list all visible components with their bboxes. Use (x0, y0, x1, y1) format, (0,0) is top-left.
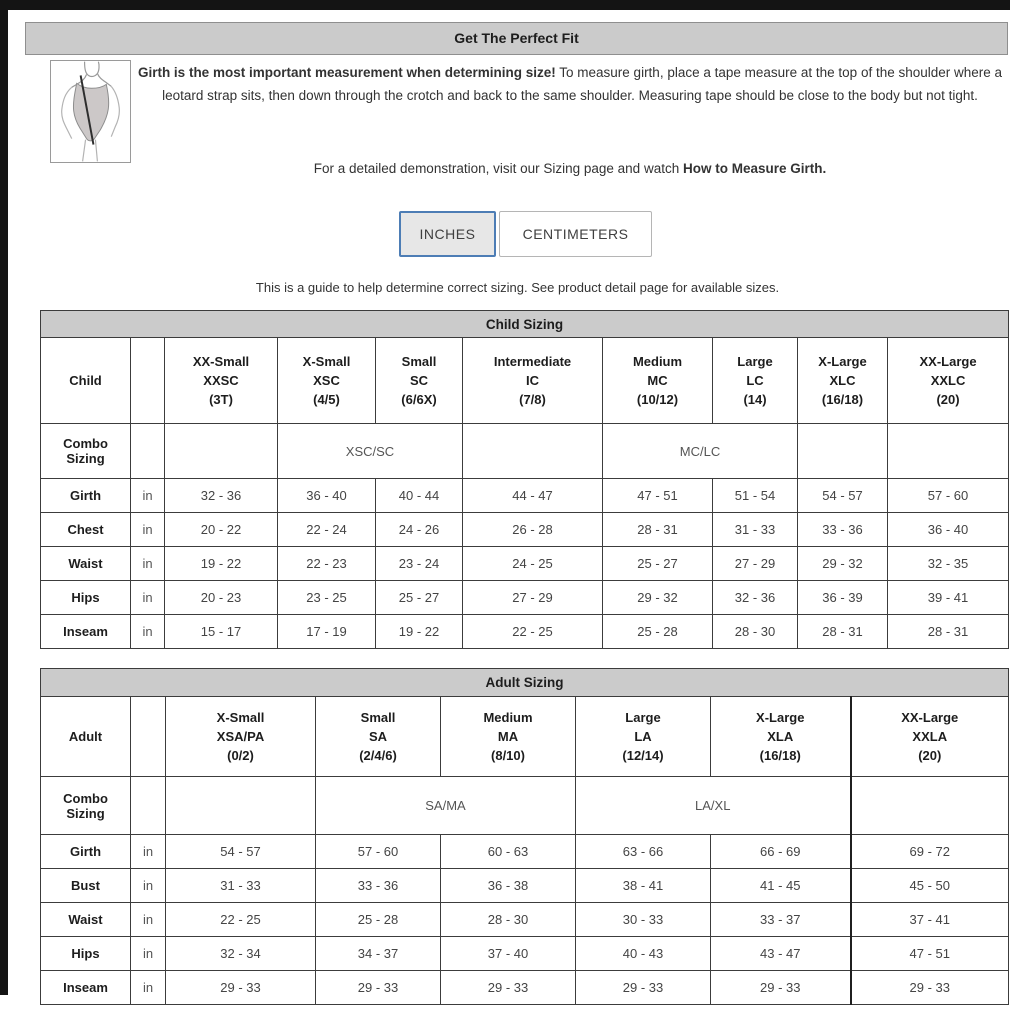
measure-unit-cell: in (131, 937, 166, 971)
size-header-code: XSC (313, 373, 340, 388)
measure-value-cell: 43 - 47 (711, 937, 851, 971)
measure-unit-cell: in (131, 513, 165, 547)
measure-row-label: Inseam (41, 971, 131, 1005)
measure-value-cell: 32 - 36 (713, 581, 798, 615)
size-header-code: IC (526, 373, 539, 388)
size-header-sizes: (20) (936, 392, 960, 407)
demo-prefix: For a detailed demonstration, visit our Sizing page and watch (313, 161, 683, 176)
measure-row-label: Waist (41, 547, 131, 581)
size-column-header (713, 338, 798, 424)
measure-value-cell: 24 - 26 (376, 513, 463, 547)
size-header-sizes: (0/2) (227, 748, 254, 763)
combo-unit-cell (131, 424, 165, 479)
size-header-name: XX-Small (192, 354, 250, 369)
combo-sizing-cell: MC/LC (603, 424, 798, 479)
measure-value-cell: 29 - 33 (316, 971, 441, 1005)
size-column-header (441, 697, 576, 777)
combo-unit-cell (131, 777, 166, 835)
measure-value-cell: 24 - 25 (463, 547, 603, 581)
measure-value-cell: 20 - 22 (165, 513, 278, 547)
size-header-sizes: (6/6X) (401, 392, 437, 407)
measure-value-cell: 27 - 29 (713, 547, 798, 581)
combo-sizing-label: Combo Sizing (41, 424, 131, 479)
size-column-header (316, 697, 441, 777)
measure-unit-cell: in (131, 547, 165, 581)
measure-value-cell: 36 - 40 (888, 513, 1009, 547)
measure-value-cell: 31 - 33 (713, 513, 798, 547)
measure-value-cell: 31 - 33 (166, 869, 316, 903)
leotard-figure-icon (51, 61, 130, 162)
measure-value-cell: 29 - 33 (711, 971, 851, 1005)
size-header-code: LA (634, 729, 652, 744)
measure-value-cell: 40 - 43 (576, 937, 711, 971)
size-column-header (166, 697, 316, 777)
combo-sizing-cell (166, 777, 316, 835)
size-header-name: XX-Large (901, 710, 959, 725)
measure-value-cell: 29 - 32 (798, 547, 888, 581)
unit-header-cell (131, 697, 166, 777)
measure-value-cell: 17 - 19 (278, 615, 376, 649)
measure-row-label: Inseam (41, 615, 131, 649)
measure-value-cell: 33 - 37 (711, 903, 851, 937)
measure-value-cell: 29 - 33 (851, 971, 1009, 1005)
measure-value-cell: 29 - 33 (576, 971, 711, 1005)
size-column-header (603, 338, 713, 424)
size-header-code: XLC (829, 373, 856, 388)
combo-sizing-cell: LA/XL (576, 777, 851, 835)
measure-value-cell: 28 - 31 (798, 615, 888, 649)
measure-value-cell: 22 - 25 (166, 903, 316, 937)
measure-value-cell: 28 - 30 (713, 615, 798, 649)
combo-sizing-cell (888, 424, 1009, 479)
page-top-edge (0, 0, 1010, 10)
unit-toggle-group (399, 211, 652, 257)
measure-value-cell: 39 - 41 (888, 581, 1009, 615)
table-title: Adult Sizing (41, 669, 1009, 697)
size-header-sizes: (7/8) (519, 392, 546, 407)
measure-unit-cell: in (131, 615, 165, 649)
combo-sizing-cell (165, 424, 278, 479)
measure-row-label: Girth (41, 835, 131, 869)
size-header-sizes: (16/18) (821, 392, 864, 407)
size-header-code: MC (647, 373, 668, 388)
size-header-name: XX-Large (919, 354, 977, 369)
combo-sizing-cell (851, 777, 1009, 835)
measure-value-cell: 15 - 17 (165, 615, 278, 649)
girth-intro-bold: Girth is the most important measurement when determining size! (137, 65, 556, 80)
size-header-sizes: (16/18) (759, 748, 801, 763)
measure-value-cell: 37 - 40 (441, 937, 576, 971)
size-header-code: SA (368, 729, 388, 744)
measure-value-cell: 33 - 36 (798, 513, 888, 547)
combo-sizing-label: Combo Sizing (41, 777, 131, 835)
size-header-code: SC (409, 373, 429, 388)
measure-value-cell: 54 - 57 (166, 835, 316, 869)
measure-value-cell: 34 - 37 (316, 937, 441, 971)
measure-value-cell: 28 - 31 (603, 513, 713, 547)
size-header-sizes: (4/5) (313, 392, 340, 407)
measure-value-cell: 40 - 44 (376, 479, 463, 513)
combo-sizing-cell: XSC/SC (278, 424, 463, 479)
measure-unit-cell: in (131, 903, 166, 937)
size-header-sizes: (20) (918, 748, 942, 763)
measure-value-cell: 19 - 22 (376, 615, 463, 649)
measure-value-cell: 32 - 36 (165, 479, 278, 513)
size-header-name: X-Large (818, 354, 867, 369)
measure-value-cell: 36 - 39 (798, 581, 888, 615)
measure-unit-cell: in (131, 835, 166, 869)
measure-value-cell: 57 - 60 (316, 835, 441, 869)
size-header-code: XXLA (912, 729, 948, 744)
measure-value-cell: 22 - 25 (463, 615, 603, 649)
measure-value-cell: 23 - 25 (278, 581, 376, 615)
measure-unit-cell: in (131, 971, 166, 1005)
measure-value-cell: 29 - 33 (441, 971, 576, 1005)
measure-value-cell: 25 - 28 (316, 903, 441, 937)
size-header-sizes: (2/4/6) (359, 748, 397, 763)
size-header-code: LC (746, 373, 764, 388)
size-column-header (888, 338, 1009, 424)
centimeters-button[interactable]: CENTIMETERS (499, 211, 652, 257)
measure-unit-cell: in (131, 869, 166, 903)
measure-value-cell: 51 - 54 (713, 479, 798, 513)
size-header-code: XXSC (203, 373, 239, 388)
adult-sizing-table (40, 668, 1009, 1005)
measure-value-cell: 22 - 24 (278, 513, 376, 547)
measure-value-cell: 25 - 27 (603, 547, 713, 581)
combo-sizing-cell: SA/MA (316, 777, 576, 835)
sizing-guide-note: This is a guide to help determine correct sizing. See product detail page for available sizes. (255, 280, 780, 295)
size-column-header (463, 338, 603, 424)
page-left-edge (0, 0, 8, 995)
measure-unit-cell: in (131, 479, 165, 513)
measure-value-cell: 32 - 35 (888, 547, 1009, 581)
measure-value-cell: 47 - 51 (603, 479, 713, 513)
size-column-header (576, 697, 711, 777)
measure-value-cell: 25 - 27 (376, 581, 463, 615)
size-header-sizes: (8/10) (491, 748, 525, 763)
size-header-sizes: (10/12) (636, 392, 679, 407)
size-header-code: XXLC (930, 373, 966, 388)
size-header-code: MA (497, 729, 519, 744)
measure-value-cell: 33 - 36 (316, 869, 441, 903)
size-header-name: Medium (632, 354, 683, 369)
measure-value-cell: 20 - 23 (165, 581, 278, 615)
measure-value-cell: 23 - 24 (376, 547, 463, 581)
size-header-sizes: (12/14) (622, 748, 664, 763)
measure-value-cell: 36 - 38 (441, 869, 576, 903)
measure-value-cell: 25 - 28 (603, 615, 713, 649)
size-header-name: Large (737, 354, 773, 369)
size-column-header (278, 338, 376, 424)
size-header-name: Large (625, 710, 661, 725)
measure-value-cell: 44 - 47 (463, 479, 603, 513)
measure-value-cell: 28 - 30 (441, 903, 576, 937)
size-header-name: X-Small (216, 710, 265, 725)
measure-value-cell: 28 - 31 (888, 615, 1009, 649)
measure-value-cell: 41 - 45 (711, 869, 851, 903)
size-header-name: X-Large (756, 710, 805, 725)
table-title: Child Sizing (41, 311, 1009, 338)
size-header-sizes: (3T) (209, 392, 233, 407)
measure-value-cell: 60 - 63 (441, 835, 576, 869)
size-header-name: Small (360, 710, 396, 725)
measure-value-cell: 27 - 29 (463, 581, 603, 615)
measure-value-cell: 66 - 69 (711, 835, 851, 869)
measure-value-cell: 29 - 32 (603, 581, 713, 615)
measure-row-label: Girth (41, 479, 131, 513)
size-header-name: Medium (483, 710, 533, 725)
unit-header-cell (131, 338, 165, 424)
table-group-label: Adult (41, 697, 131, 777)
measure-value-cell: 69 - 72 (851, 835, 1009, 869)
measure-row-label: Bust (41, 869, 131, 903)
table-group-label: Child (41, 338, 131, 424)
measure-value-cell: 32 - 34 (166, 937, 316, 971)
measure-value-cell: 22 - 23 (278, 547, 376, 581)
inches-button[interactable]: INCHES (399, 211, 496, 257)
measure-value-cell: 29 - 33 (166, 971, 316, 1005)
size-header-sizes: (14) (743, 392, 767, 407)
measure-row-label: Waist (41, 903, 131, 937)
demo-bold: How to Measure Girth. (682, 161, 827, 176)
measure-value-cell: 63 - 66 (576, 835, 711, 869)
size-header-code: XLA (767, 729, 794, 744)
girth-intro-text (137, 62, 1003, 107)
size-column-header (165, 338, 278, 424)
measure-value-cell: 19 - 22 (165, 547, 278, 581)
page-title: Get The Perfect Fit (25, 22, 1008, 55)
size-column-header (711, 697, 851, 777)
measure-row-label: Hips (41, 937, 131, 971)
measure-value-cell: 30 - 33 (576, 903, 711, 937)
demo-instruction (137, 161, 1003, 176)
girth-measure-figure (50, 60, 131, 163)
combo-sizing-cell (463, 424, 603, 479)
measure-value-cell: 57 - 60 (888, 479, 1009, 513)
measure-value-cell: 38 - 41 (576, 869, 711, 903)
measure-value-cell: 45 - 50 (851, 869, 1009, 903)
size-column-header (851, 697, 1009, 777)
measure-unit-cell: in (131, 581, 165, 615)
size-column-header (376, 338, 463, 424)
size-column-header (798, 338, 888, 424)
measure-value-cell: 36 - 40 (278, 479, 376, 513)
measure-value-cell: 37 - 41 (851, 903, 1009, 937)
size-header-name: Intermediate (493, 354, 572, 369)
child-sizing-table (40, 310, 1009, 649)
size-header-name: X-Small (302, 354, 351, 369)
measure-row-label: Chest (41, 513, 131, 547)
measure-value-cell: 54 - 57 (798, 479, 888, 513)
measure-row-label: Hips (41, 581, 131, 615)
size-header-code: XSA/PA (216, 729, 265, 744)
combo-sizing-cell (798, 424, 888, 479)
measure-value-cell: 26 - 28 (463, 513, 603, 547)
measure-value-cell: 47 - 51 (851, 937, 1009, 971)
girth-intro-rest: To measure girth, place a tape measure at the top of the shoulder where a leotard strap sits, then down through the crotch and back to the same shoulder. Measuring tape should be close to the body but not tight. (162, 65, 1003, 103)
size-header-name: Small (401, 354, 437, 369)
